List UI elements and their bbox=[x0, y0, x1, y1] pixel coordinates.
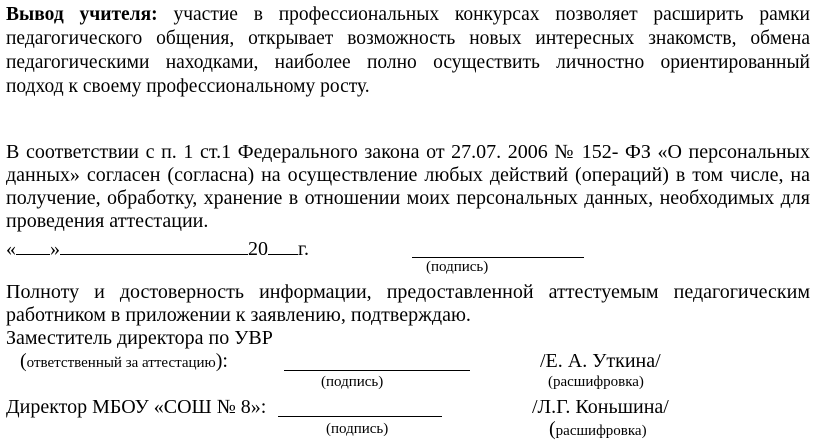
year-blank bbox=[268, 237, 298, 255]
day-blank bbox=[16, 237, 50, 255]
consent-line-4: проведения аттестации. bbox=[6, 210, 209, 232]
consent-line-2: данных» согласен (согласна) на осуществление любых действий (операций) в том числе, на bbox=[6, 164, 810, 186]
signature-caption: (подпись) bbox=[426, 259, 489, 275]
conclusion-label: Вывод учителя: bbox=[6, 4, 158, 25]
month-blank bbox=[60, 237, 248, 255]
director-name: /Л.Г. Коньшина/ bbox=[532, 396, 669, 418]
consent-line-3: получение, обработку, хранение в отношении моих персональных данных, необходимых для bbox=[6, 187, 810, 209]
conclusion-line-2: педагогического общения, открывает возможность новых интересных знакомств, обмена bbox=[6, 28, 810, 49]
confirmation-line-1: Полноту и достоверность информации, предоставленной аттестуемым педагогическим bbox=[6, 281, 810, 303]
consent-line-1: В соответствии с п. 1 ст.1 Федерального закона от 27.07. 2006 № 152- ФЗ «О персональных bbox=[6, 141, 810, 163]
director-signature-blank bbox=[278, 396, 442, 422]
deputy-decoding-caption: (расшифровка) bbox=[548, 374, 644, 390]
conclusion-line-3: педагогическими находками, наиболее полно осуществить личностно ориентированный bbox=[6, 52, 810, 73]
conclusion-line-1: Вывод учителя: участие в профессиональных конкурсах позволяет расширить рамки bbox=[6, 4, 810, 25]
deputy-signature-caption: (подпись) bbox=[321, 374, 384, 390]
deputy-title: Заместитель директора по УВР bbox=[6, 327, 273, 349]
deputy-signature-blank bbox=[284, 350, 470, 376]
director-decoding-caption: (расшифровка) bbox=[549, 418, 647, 440]
director-signature-caption: (подпись) bbox=[326, 421, 389, 437]
confirmation-paragraph bbox=[6, 281, 810, 327]
confirmation-line-2: работником в приложении к заявлению, подтверждаю. bbox=[6, 304, 471, 326]
deputy-role: (ответственный за аттестацию): bbox=[20, 350, 228, 372]
personal-data-consent bbox=[6, 141, 810, 233]
teacher-conclusion bbox=[6, 3, 810, 99]
director-title: Директор МБОУ «СОШ № 8»: bbox=[6, 396, 267, 418]
date-line: « » 20 г. bbox=[6, 238, 309, 260]
conclusion-line-4: подход к своему профессиональному росту. bbox=[6, 76, 370, 97]
deputy-name: /Е. А. Уткина/ bbox=[540, 350, 661, 372]
